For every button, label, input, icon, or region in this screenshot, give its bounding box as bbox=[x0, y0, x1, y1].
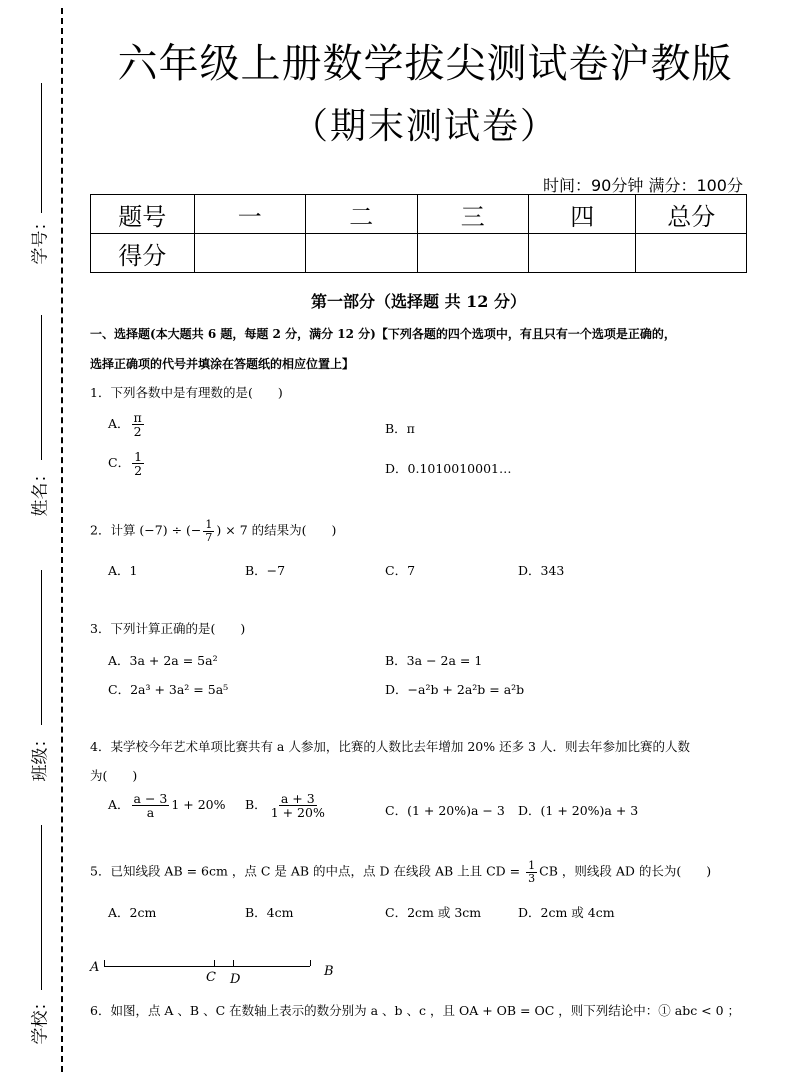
q3-stem: 3．下列计算正确的是( ) bbox=[90, 621, 246, 636]
class-line bbox=[41, 570, 42, 725]
q2-stem bbox=[90, 519, 336, 543]
q1-option-a[interactable] bbox=[108, 411, 146, 438]
fraction bbox=[203, 519, 214, 543]
q3-option-a[interactable]: A．3a + 2a = 5a² bbox=[108, 653, 218, 668]
section1-instructions-line1: 一、选择题(本大题共 6 题，每题 2 分，满分 12 分)【下列各题的四个选项中，有且只有一个选项是正确的， bbox=[90, 327, 676, 341]
option-label: B． bbox=[245, 797, 267, 813]
q4-option-c[interactable]: C．(1 + 20%)a − 3 bbox=[385, 803, 505, 818]
fraction bbox=[269, 792, 327, 819]
tick-d bbox=[233, 960, 234, 966]
name-label: 姓名： bbox=[30, 465, 51, 517]
time-score-info: 时间：90分钟 满分：100分 bbox=[543, 176, 743, 195]
fraction bbox=[132, 411, 144, 438]
table-cell: 总分 bbox=[636, 195, 747, 234]
point-b-label: B bbox=[324, 964, 334, 979]
school-label: 学校： bbox=[30, 993, 51, 1045]
q5-option-a[interactable]: A．2cm bbox=[108, 905, 157, 920]
point-d-label: D bbox=[230, 972, 241, 987]
table-cell: 一 bbox=[194, 195, 305, 234]
q5-stem bbox=[90, 860, 711, 884]
fraction bbox=[526, 860, 537, 884]
fraction-denominator: 2 bbox=[134, 463, 143, 479]
fraction-denominator: 2 bbox=[133, 424, 142, 440]
school-line bbox=[41, 825, 42, 990]
fraction-denominator: 7 bbox=[205, 530, 213, 544]
point-c-label: C bbox=[206, 970, 216, 985]
score-input-cell[interactable] bbox=[194, 234, 305, 273]
page-title: 六年级上册数学拔尖测试卷沪教版 bbox=[117, 41, 733, 87]
name-line bbox=[41, 315, 42, 460]
tick-a bbox=[104, 960, 105, 966]
fraction bbox=[132, 792, 170, 819]
q5-stem-post: CB ，则线段 AD 的长为( ) bbox=[539, 863, 712, 879]
q2-stem-pre: 2．计算 (−7) ÷ (− bbox=[90, 522, 202, 538]
fraction-denominator: 3 bbox=[528, 871, 536, 885]
q5-option-d[interactable]: D．2cm 或 4cm bbox=[518, 905, 615, 920]
option-label: C． bbox=[108, 455, 131, 471]
q4-option-a[interactable] bbox=[108, 792, 226, 819]
q2-option-a[interactable]: A．1 bbox=[108, 563, 138, 578]
option-label: A． bbox=[108, 797, 130, 813]
fraction-numerator: π bbox=[133, 410, 142, 425]
q2-option-b[interactable]: B．−7 bbox=[245, 563, 286, 578]
q3-option-b[interactable]: B．3a − 2a = 1 bbox=[385, 653, 483, 668]
q3-option-d[interactable]: D．−a²b + 2a²b = a²b bbox=[385, 682, 525, 697]
q4-option-b[interactable] bbox=[245, 792, 329, 819]
q4-stem-line2: 为( ) bbox=[90, 768, 138, 783]
fraction-numerator: a + 3 bbox=[280, 791, 315, 806]
score-table bbox=[90, 194, 747, 273]
point-a-label: A bbox=[90, 960, 100, 975]
score-input-cell[interactable] bbox=[636, 234, 747, 273]
q1-option-b[interactable]: B．π bbox=[385, 421, 415, 436]
tick-b bbox=[310, 960, 311, 966]
q4-option-d[interactable]: D．(1 + 20%)a + 3 bbox=[518, 803, 639, 818]
fraction-numerator: 1 bbox=[134, 449, 143, 464]
q3-option-c[interactable]: C．2a³ + 3a² = 5a⁵ bbox=[108, 682, 229, 697]
class-label: 班级： bbox=[30, 730, 51, 782]
page-subtitle: （期末测试卷） bbox=[291, 106, 558, 147]
student-id-line bbox=[41, 83, 42, 213]
part1-title: 第一部分（选择题 共 12 分） bbox=[311, 292, 526, 311]
q1-option-c[interactable] bbox=[108, 450, 146, 477]
fraction-denominator: a bbox=[146, 805, 155, 821]
table-cell: 题号 bbox=[91, 195, 195, 234]
q5-stem-pre: 5．已知线段 AB = 6cm ，点 C 是 AB 的中点，点 D 在线段 AB 上且 CD = bbox=[90, 863, 525, 879]
binding-dashed-line bbox=[61, 8, 63, 1072]
fraction-numerator: 1 bbox=[528, 859, 536, 872]
fraction-numerator: a − 3 bbox=[133, 791, 168, 806]
q2-option-d[interactable]: D．343 bbox=[518, 563, 565, 578]
score-input-cell[interactable] bbox=[306, 234, 417, 273]
table-cell: 得分 bbox=[91, 234, 195, 273]
segment-figure bbox=[90, 958, 350, 986]
score-input-cell[interactable] bbox=[417, 234, 528, 273]
section1-instructions-line2: 选择正确项的代号并填涂在答题纸的相应位置上】 bbox=[90, 357, 355, 371]
q2-stem-post: ) × 7 的结果为( ) bbox=[216, 522, 337, 538]
q5-option-c[interactable]: C．2cm 或 3cm bbox=[385, 905, 482, 920]
q5-option-b[interactable]: B．4cm bbox=[245, 905, 294, 920]
tick-c bbox=[214, 960, 215, 966]
student-id-label: 学号： bbox=[30, 213, 51, 265]
score-table-score-row bbox=[91, 234, 747, 273]
fraction bbox=[132, 450, 144, 477]
table-cell: 三 bbox=[417, 195, 528, 234]
segment-line bbox=[104, 966, 310, 967]
q2-option-c[interactable]: C．7 bbox=[385, 563, 416, 578]
q6-stem: 6．如图，点 A 、B 、C 在数轴上表示的数分别为 a 、b 、c ，且 OA + OB = OC ，则下列结论中：① abc < 0 ； bbox=[90, 1003, 741, 1018]
table-cell: 二 bbox=[306, 195, 417, 234]
q1-stem: 1．下列各数中是有理数的是( ) bbox=[90, 385, 283, 400]
fraction-denominator: 1 + 20% bbox=[270, 805, 325, 821]
score-input-cell[interactable] bbox=[528, 234, 636, 273]
option-label: A． bbox=[108, 416, 130, 432]
q4-option-a-tail: 1 + 20% bbox=[171, 797, 226, 813]
score-table-header-row bbox=[91, 195, 747, 234]
q1-option-d[interactable]: D．0.1010010001… bbox=[385, 461, 512, 476]
table-cell: 四 bbox=[528, 195, 636, 234]
q4-stem-line1: 4．某学校今年艺术单项比赛共有 a 人参加，比赛的人数比去年增加 20% 还多 3 人．则去年参加比赛的人数 bbox=[90, 739, 690, 754]
fraction-numerator: 1 bbox=[205, 518, 213, 531]
